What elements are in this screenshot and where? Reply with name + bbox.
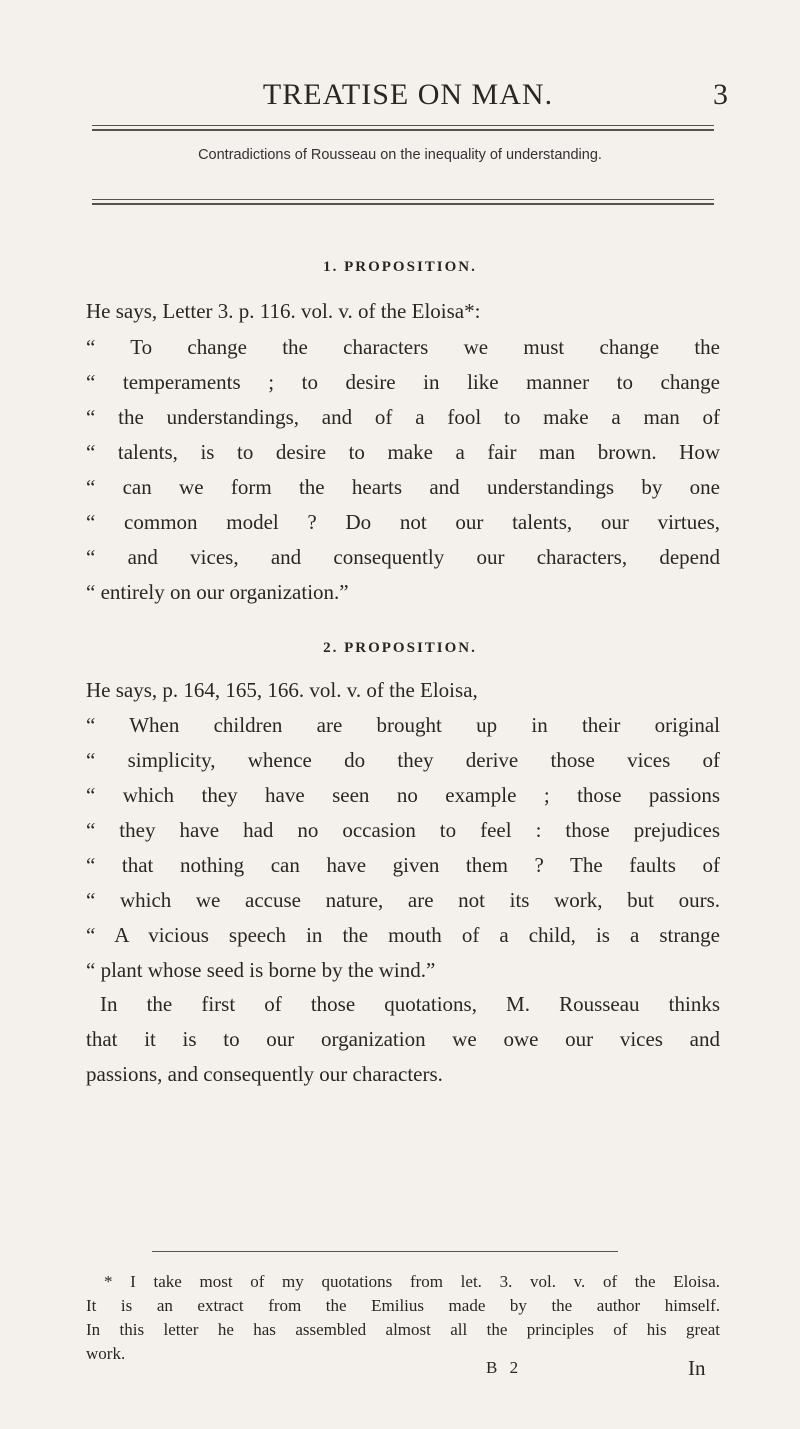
proposition-1-heading: 1. PROPOSITION.: [323, 259, 477, 275]
text-line: In the first of those quotations, M. Rousseau thinks: [100, 992, 720, 1016]
text-line: “ common model ? Do not our talents, our virtues,: [86, 510, 720, 534]
running-head: [88, 78, 728, 118]
signature-mark: B 2: [486, 1358, 523, 1377]
footnote-line: work.: [86, 1344, 126, 1363]
text-line: “ talents, is to desire to make a fair man brown. How: [86, 440, 720, 464]
text-line: He says, Letter 3. p. 116. vol. v. of the Eloisa*:: [86, 299, 481, 323]
text-line: passions, and consequently our characters.: [86, 1062, 443, 1086]
text-line: “ To change the characters we must change the: [86, 335, 720, 359]
chapter-rule: [92, 199, 714, 200]
text-line: “ simplicity, whence do they derive those vices of: [86, 748, 720, 772]
text-line: “ plant whose seed is borne by the wind.”: [86, 958, 436, 982]
text-line: “ they have had no occasion to feel : those prejudices: [86, 818, 720, 842]
text-line: “ which they have seen no example ; those passions: [86, 783, 720, 807]
text-line: “ temperaments ; to desire in like manner to change: [86, 370, 720, 394]
page-number: 3: [713, 78, 728, 111]
chapter-rule-double: [92, 203, 714, 205]
text-line: “ A vicious speech in the mouth of a child, is a strange: [86, 923, 720, 947]
text-line: “ that nothing can have given them ? The faults of: [86, 853, 720, 877]
footnote-line: In this letter he has assembled almost all the principles of his great: [86, 1320, 720, 1339]
footnote-line: * I take most of my quotations from let. 3. vol. v. of the Eloisa.: [104, 1272, 720, 1291]
text-line: that it is to our organization we owe our vices and: [86, 1027, 720, 1051]
text-line: “ which we accuse nature, are not its work, but ours.: [86, 888, 720, 912]
text-line: He says, p. 164, 165, 166. vol. v. of the Eloisa,: [86, 678, 478, 702]
text-line: “ and vices, and consequently our characters, depend: [86, 545, 720, 569]
footnote-rule: [152, 1251, 618, 1252]
text-line: “ can we form the hearts and understandings by one: [86, 475, 720, 499]
header-rule-double: [92, 129, 714, 131]
text-line: “ When children are brought up in their original: [86, 713, 720, 737]
footnote-line: It is an extract from the Emilius made by the author himself.: [86, 1296, 720, 1315]
proposition-2-heading: 2. PROPOSITION.: [323, 640, 477, 656]
text-line: “ the understandings, and of a fool to make a man of: [86, 405, 720, 429]
running-title: TREATISE ON MAN.: [262, 78, 554, 111]
chapter-heading: Contradictions of Rousseau on the inequality of understanding.: [198, 147, 602, 163]
catchword: In: [688, 1356, 706, 1380]
text-line: “ entirely on our organization.”: [86, 580, 349, 604]
header-rule: [92, 125, 714, 126]
